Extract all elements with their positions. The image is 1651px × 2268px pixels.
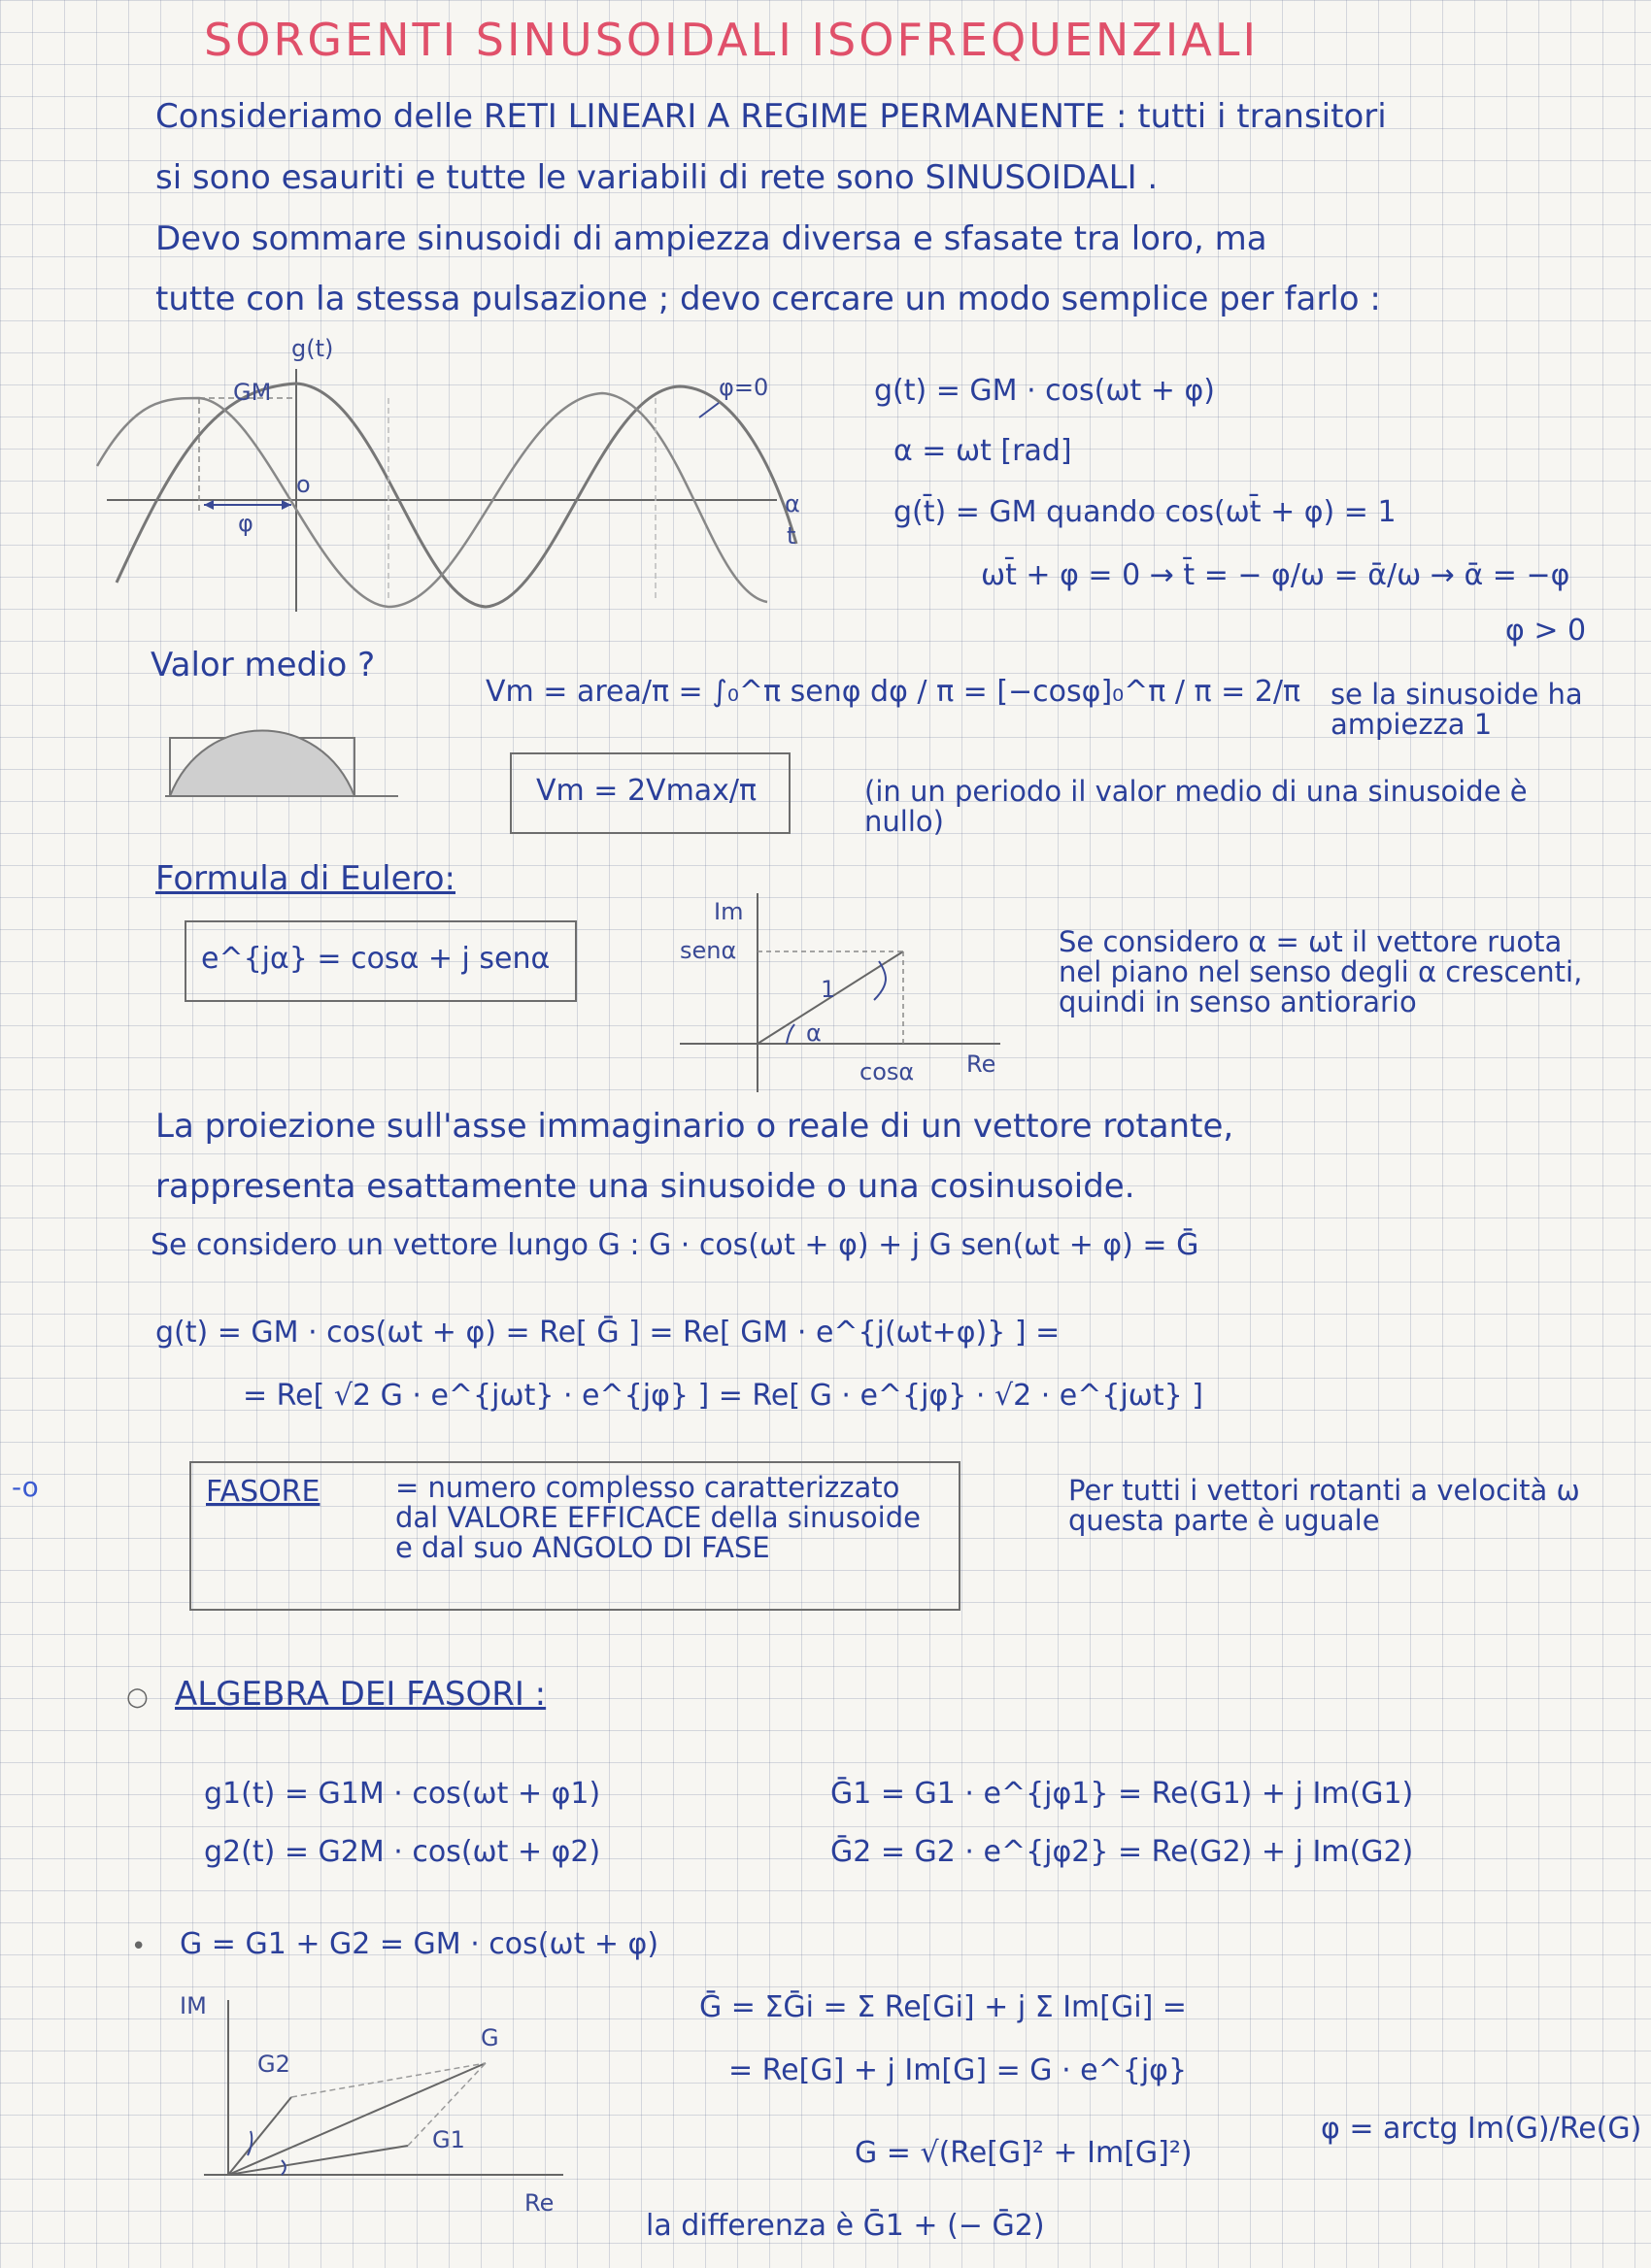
sum-eq-2: = Re[G] + j Im[G] = G · e^{jφ}	[728, 2053, 1188, 2087]
g-equation-1: g(t) = GM · cos(ωt + φ) = Re[ Ḡ ] = Re[ GM · e^{j(ωt+φ)} ] =	[155, 1316, 1061, 1350]
bullet-icon: ○	[126, 1683, 149, 1712]
fasore-text: = numero complesso caratterizzato dal VALORE EFFICACE della sinusoide e dal suo ANGOLO DI FASE	[395, 1471, 921, 1564]
eulero-alpha-label: α	[806, 1019, 822, 1047]
sum-axis-re: Re	[524, 2189, 555, 2217]
algebra-g1: g1(t) = G1M · cos(ωt + φ1)	[204, 1777, 601, 1811]
vector-g2-label: G2	[257, 2051, 290, 2078]
sum-eq-1: Ḡ = ΣḠi = Σ Re[Gi] + j Σ Im[Gi] =	[699, 1990, 1187, 2024]
margin-mark: -o	[12, 1471, 39, 1503]
vm-boxed-formula: Vm = 2Vmax/π	[536, 774, 758, 808]
sum-line: G = G1 + G2 = GM · cos(ωt + φ)	[180, 1927, 659, 1961]
intro-line-4: tutte con la stessa pulsazione ; devo cercare un modo semplice per farlo :	[155, 280, 1381, 318]
sum-vector-diagram	[175, 1990, 583, 2194]
vector-g1-label: G1	[432, 2126, 465, 2153]
valor-medio-formula: Vm = area/π = ∫₀^π senφ dφ / π = [−cosφ]₀^π / π = 2/π	[486, 675, 1301, 709]
wave-formula-2: α = ωt [rad]	[893, 434, 1072, 468]
sum-axis-im: IM	[180, 1992, 207, 2019]
fasore-label: FASORE	[206, 1475, 320, 1509]
phi-label: φ	[238, 510, 253, 537]
t-axis-label: t	[787, 522, 796, 550]
algebra-G2: Ḡ2 = G2 · e^{jφ2} = Re(G2) + j Im(G2)	[830, 1835, 1414, 1869]
fasore-box	[189, 1461, 960, 1611]
origin-label: o	[296, 471, 311, 498]
alpha-axis-label: α	[785, 490, 800, 517]
algebra-heading: ALGEBRA DEI FASORI :	[175, 1675, 547, 1714]
eulero-formula: e^{jα} = cosα + j senα	[201, 942, 551, 976]
wave-formula-5: φ > 0	[1505, 614, 1587, 648]
wave-formula-1: g(t) = GM · cos(ωt + φ)	[874, 374, 1215, 408]
valor-medio-null-note: (in un periodo il valor medio di una sinusoide è nullo)	[864, 775, 1528, 838]
intro-line-2: si sono esauriti e tutte le variabili di rete sono SINUSOIDALI .	[155, 158, 1159, 197]
fasore-note: Per tutti i vettori rotanti a velocità ω questa parte è uguale	[1068, 1474, 1580, 1537]
sum-phase: φ = arctg Im(G)/Re(G)	[1321, 2112, 1642, 2146]
wave-formula-4: ωt̄ + φ = 0 → t̄ = − φ/ω = ᾱ/ω → ᾱ = −φ	[981, 558, 1570, 592]
algebra-g2: g2(t) = G2M · cos(ωt + φ2)	[204, 1835, 601, 1869]
intro-line-1: Consideriamo delle RETI LINEARI A REGIME PERMANENTE : tutti i transitori	[155, 97, 1387, 136]
gm-label: GM	[233, 379, 272, 406]
eulero-axis-re: Re	[966, 1051, 996, 1078]
valor-medio-heading: Valor medio ?	[151, 646, 376, 684]
valor-medio-note: se la sinusoide ha ampiezza 1	[1331, 678, 1583, 741]
algebra-G1: Ḡ1 = G1 · e^{jφ1} = Re(G1) + j Im(G1)	[830, 1777, 1414, 1811]
vm-box	[510, 752, 791, 834]
phi-zero-label: φ=0	[719, 374, 769, 401]
page-title: SORGENTI SINUSOIDALI ISOFREQUENZIALI	[204, 14, 1260, 66]
projection-line-1: La proiezione sull'asse immaginario o reale di un vettore rotante,	[155, 1107, 1234, 1146]
eulero-cos-label: cosα	[859, 1058, 915, 1085]
projection-line-2: rappresenta esattamente una sinusoide o una cosinusoide.	[155, 1167, 1135, 1206]
eulero-heading: Formula di Eulero:	[155, 859, 456, 898]
eulero-sen-label: senα	[680, 937, 737, 964]
vector-g-line: Se considero un vettore lungo G : G · cos(ωt + φ) + j G sen(ωt + φ) = Ḡ	[151, 1228, 1199, 1262]
half-wave-sketch	[165, 699, 418, 806]
g-axis-label: g(t)	[291, 335, 334, 362]
eulero-box	[185, 920, 577, 1002]
eulero-axis-im: Im	[714, 898, 744, 925]
vector-g-label: G	[481, 2024, 499, 2051]
eulero-note: Se considero α = ωt il vettore ruota nel piano nel senso degli α crescenti, quindi in senso antiorario	[1059, 925, 1583, 1018]
sum-modulus: G = √(Re[G]² + Im[G]²)	[855, 2136, 1193, 2170]
wave-formula-3: g(t̄) = GM quando cos(ωt̄ + φ) = 1	[893, 495, 1397, 529]
sum-difference: la differenza è Ḡ1 + (− Ḡ2)	[646, 2209, 1045, 2243]
bullet-icon: •	[131, 1932, 147, 1961]
eulero-one-label: 1	[821, 976, 836, 1003]
intro-line-3: Devo sommare sinusoidi di ampiezza diversa e sfasate tra loro, ma	[155, 219, 1267, 258]
g-equation-2: = Re[ √2 G · e^{jωt} · e^{jφ} ] = Re[ G · e^{jφ} · √2 · e^{jωt} ]	[243, 1379, 1203, 1413]
